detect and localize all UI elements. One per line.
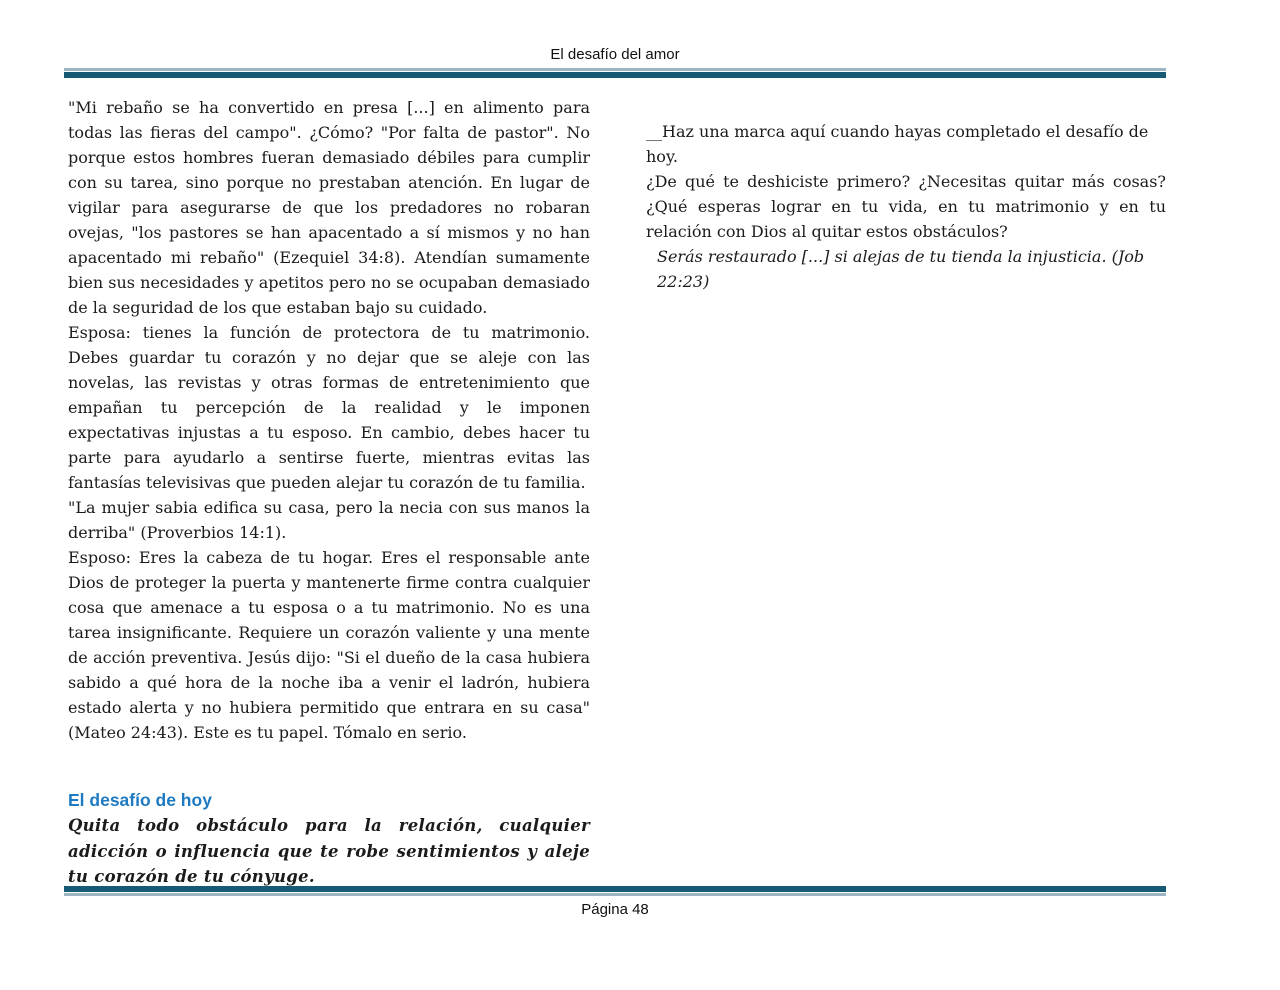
reflection-questions: ¿De qué te deshiciste primero? ¿Necesitas quitar más cosas? ¿Qué esperas lograr en tu vida, en tu matrimonio y en tu relación con Dios al quitar estos obstáculos? (646, 172, 1166, 241)
paragraph-shepherd-quote: "Mi rebaño se ha convertido en presa [...] en alimento para todas las fieras del campo". ¿Cómo? "Por falta de pastor". No porque estos hombres fueran demasiado débiles para cumplir con su tarea, sino porque no prestaban atención. En lugar de vigilar para asegurarse de que los predadores no robaran ovejas, "los pastores se han apacentado a sí mismos y no han apacentado mi rebaño" (Ezequiel 34:8). Atendían sumamente bien sus necesidades y apetitos pero no se ocupaban demasiado de la seguridad de los que estaban bajo su cuidado. (68, 98, 590, 317)
left-column (68, 95, 590, 890)
paragraph-husband-role: Esposo: Eres la cabeza de tu hogar. Eres el responsable ante Dios de proteger la puerta y mantenerte firme contra cualquier cosa que amenace a tu esposa o a tu matrimonio. No es una tarea insignificante. Requiere un corazón valiente y una mente de acción preventiva. Jesús dijo: "Si el dueño de la casa hubiera sabido a qué hora de la noche iba a venir el ladrón, hubiera estado alerta y no hubiera permitido que entrara en su casa" (Mateo 24:43). Este es tu papel. Tómalo en serio. (68, 548, 590, 742)
page-number: Página 48 (581, 901, 649, 918)
right-column (646, 119, 1166, 294)
todays-challenge-text: Quita todo obstáculo para la relación, cualquier adicción o influencia que te robe sentimientos y aleje tu corazón de tu cónyuge. (68, 816, 590, 886)
header-rule-dark-line (64, 72, 1166, 78)
completion-checkmark-line: __Haz una marca aquí cuando hayas completado el desafío de hoy. (646, 122, 1149, 166)
footer-rule-light-line (64, 893, 1166, 896)
footer-rule (64, 886, 1166, 896)
todays-challenge-heading: El desafío de hoy (68, 790, 212, 810)
scripture-quote-job: Serás restaurado [...] si alejas de tu tienda la injusticia. (Job 22:23) (657, 247, 1145, 291)
paragraph-wife-role: Esposa: tienes la función de protectora de tu matrimonio. Debes guardar tu corazón y no dejar que se aleje con las novelas, las revistas y otras formas de entretenimiento que empañan tu percepción de la realidad y le imponen expectativas injustas a tu esposo. En cambio, debes hacer tu parte para ayudarlo a sentirse fuerte, mientras evitas las fantasías televisivas que pueden alejar tu corazón de tu familia. (68, 323, 590, 492)
paragraph-proverbs-quote: "La mujer sabia edifica su casa, pero la necia con sus manos la derriba" (Proverbios 14:1). (68, 498, 590, 542)
header-rule (64, 68, 1166, 78)
page-header-title: El desafío del amor (550, 46, 680, 63)
